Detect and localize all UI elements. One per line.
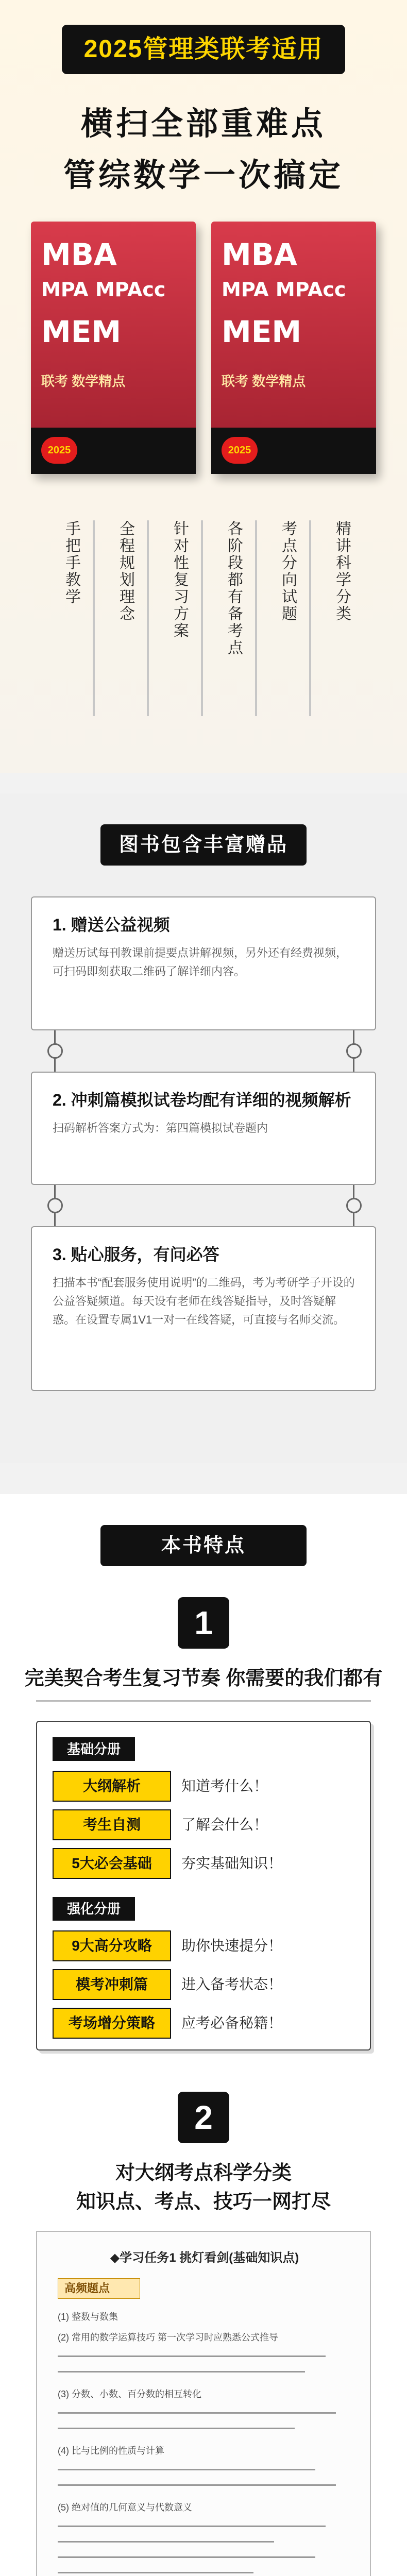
book-cover-left[interactable] [31,222,196,474]
book-features-section [0,1494,407,2576]
feature-column [312,510,379,726]
section-2-title-line2: 知识点、考点、技巧一网打尽 [76,2191,331,2213]
gift-card-1 [31,896,376,1030]
sample-tag: 高频题点 [58,2278,140,2299]
section-number-2: 2 [178,2092,229,2143]
text-line [58,2526,326,2527]
feature-columns [41,510,366,726]
gift-desc: 赠送历试每刊教课前提要点讲解视频，另外还有经费视频，可扫码即刻获取二维码了解详细内容。 [53,946,348,978]
group-label-advanced: 强化分册 [53,1897,135,1921]
book-cover-right[interactable] [211,222,376,474]
gift-title: 2. 冲刺篇模拟试卷均配有详细的视频解析 [53,1091,351,1109]
feature-row [53,1771,357,1802]
feature-pill: 5大必会基础 [53,1848,171,1879]
feature-divider [255,520,257,716]
feature-pill: 9大高分攻略 [53,1930,171,1961]
binder-ring [346,1043,362,1059]
sample-line: (2) 常用的数学运算技巧 第一次学习时应熟悉公式推导 [58,2332,278,2343]
feature-pill: 考场增分策略 [53,2008,171,2039]
feature-row [53,2008,357,2039]
feature-row [53,1809,357,1840]
feature-desc: 进入备考状态！ [181,1976,283,1992]
feature-pill: 考生自测 [53,1809,171,1840]
sample-line: (1) 整数与数集 [58,2312,118,2322]
feature-row [53,1848,357,1879]
feature-divider [147,520,149,716]
gift-desc: 扫码解析答案方式为：第四篇模拟试卷题内 [53,1122,268,1134]
exam-banner-text: 2025管理类联考适用 [83,36,324,63]
sample-line: (4) 比与比例的性质与计算 [58,2446,164,2456]
book-title-mba: MBA [41,237,117,272]
gift-card-3 [31,1226,376,1391]
features-title-pill [100,1525,307,1566]
gift-desc: 扫描本书“配套服务使用说明”的二维码，考为考研学子开设的公益答疑频道。每天设有老师在线答疑指导，及时答疑解惑。在设置专属1V1一对一在线答疑，可直接与名师交流。 [53,1276,355,1326]
hero-title-line2: 管综数学一次搞定 [63,158,344,193]
sample-task-heading: ◆学习任务1 挑灯看剑(基础知识点) [110,2251,299,2265]
feature-desc: 知道考什么！ [181,1778,268,1794]
section-number-1: 1 [178,1597,229,1649]
volume-card [36,1721,371,2050]
binder-ring [346,1198,362,1213]
gifts-section [0,793,407,1463]
book-title-mba: MBA [222,237,297,272]
exam-banner [62,25,345,74]
binder-ring [47,1198,63,1213]
feature-text: 手把手教学 [63,520,80,605]
feature-desc: 夯实基础知识！ [181,1855,283,1871]
section-divider [36,1700,371,1702]
gift-card-2 [31,1072,376,1185]
feature-text: 各阶段都有备考点 [225,520,242,656]
book-tag: 联考 数学精点 [222,374,306,389]
book-year-badge: 2025 [41,437,77,464]
book-tag: 联考 数学精点 [41,374,126,389]
feature-text: 全程规划理念 [117,520,134,622]
book-title-mem: MEM [41,314,122,349]
book-covers [31,222,376,479]
feature-pill: 大纲解析 [53,1771,171,1802]
section-1-title: 完美契合考生复习节奏 你需要的我们都有 [24,1668,383,1689]
text-line [58,2428,295,2429]
feature-divider [93,520,95,716]
feature-text: 考点分向试题 [279,520,296,622]
feature-pill: 模考冲刺篇 [53,1969,171,2000]
sample-line: (3) 分数、小数、百分数的相互转化 [58,2389,201,2399]
text-line [58,2541,274,2543]
feature-desc: 应考必备秘籍！ [181,2015,283,2031]
features-title: 本书特点 [161,1535,246,1556]
text-line [58,2484,336,2486]
text-line [58,2469,315,2470]
feature-divider [309,520,311,716]
sample-line: (5) 绝对值的几何意义与代数意义 [58,2502,192,2513]
feature-divider [201,520,203,716]
feature-desc: 了解会什么！ [181,1817,268,1833]
feature-text: 针对性复习方案 [171,520,188,639]
text-line [58,2412,336,2414]
feature-row [53,1969,357,2000]
feature-text: 精讲科学分类 [333,520,350,622]
binder-ring [47,1043,63,1059]
hero-title-line1: 横扫全部重难点 [80,106,326,142]
book-title-mem: MEM [222,314,302,349]
feature-desc: 助你快速提分！ [181,1938,283,1954]
book-title-mpa: MPA MPAcc [41,278,166,301]
text-line [58,2572,253,2573]
gift-title: 3. 贴心服务，有问必答 [53,1245,219,1264]
book-title-mpa: MPA MPAcc [222,278,346,301]
text-line [58,2556,315,2558]
book-year-badge: 2025 [222,437,258,464]
sample-page-knowledge [36,2231,371,2576]
group-label-basic: 基础分册 [53,1737,135,1761]
feature-row [53,1930,357,1961]
gifts-title: 图书包含丰富赠品 [118,834,288,856]
section-2-title-line1: 对大纲考点科学分类 [115,2162,292,2184]
gift-title: 1. 赠送公益视频 [53,916,170,934]
gifts-title-pill [100,824,307,866]
text-line [58,2355,326,2357]
hero-section [0,0,407,773]
text-line [58,2371,305,2372]
